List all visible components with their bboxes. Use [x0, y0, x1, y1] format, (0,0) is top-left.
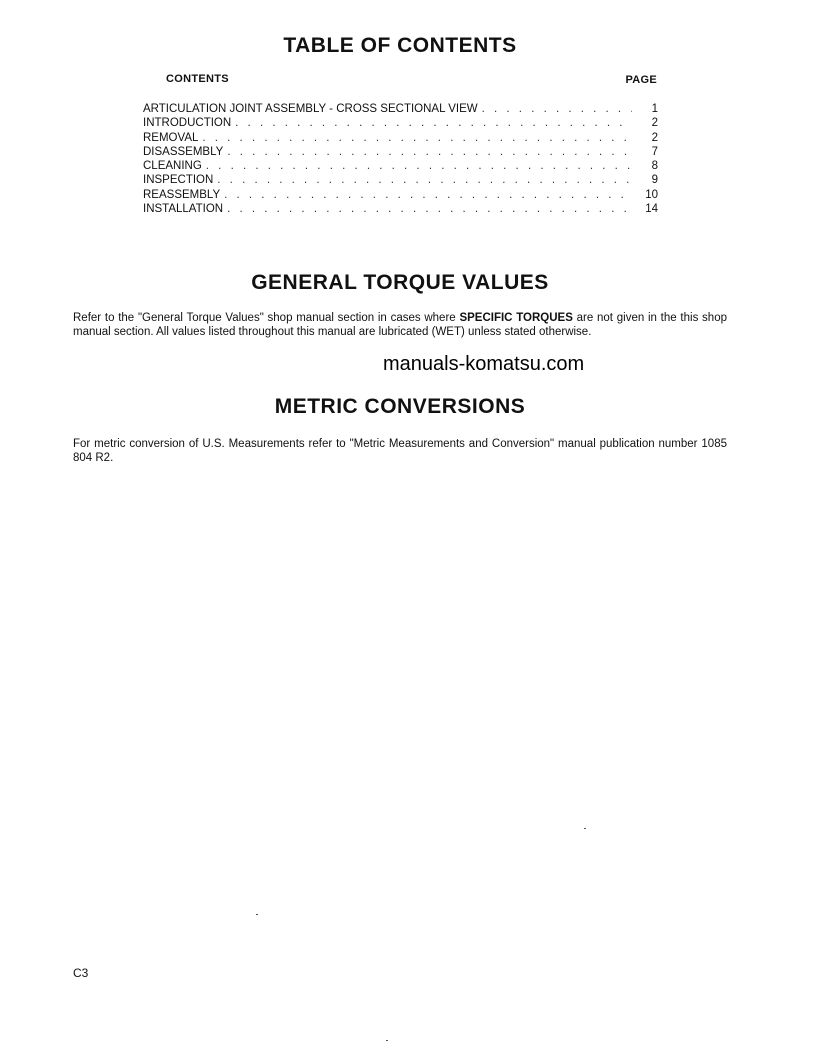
toc-leader-dots [235, 116, 632, 130]
toc-entry-label: DISASSEMBLY [143, 145, 224, 158]
toc-contents-header: CONTENTS [166, 73, 229, 85]
metric-paragraph: For metric conversion of U.S. Measurements refer to "Metric Measurements and Conversion" manual publication number 1085 804 R2. [73, 438, 727, 464]
toc-entry-label: CLEANING [143, 160, 202, 173]
toc-entry-page: 7 [651, 145, 658, 158]
torque-section-title: GENERAL TORQUE VALUES [251, 271, 549, 294]
toc-entry [143, 159, 658, 173]
toc-leader-dots [217, 173, 632, 187]
toc-entry-page: 8 [651, 160, 658, 173]
toc-entry-page: 9 [651, 174, 658, 187]
toc-entry [143, 145, 658, 159]
watermark-text: manuals-komatsu.com [383, 353, 585, 375]
toc-title: TABLE OF CONTENTS [283, 34, 517, 57]
toc-entry-label: REASSEMBLY [143, 188, 221, 201]
toc-entry [143, 188, 658, 202]
toc-entry [143, 173, 658, 187]
toc-leader-dots [224, 188, 632, 202]
toc-entry [143, 202, 658, 216]
scan-speck [584, 828, 586, 829]
torque-text-after: are not given in the this shop manual section. All values listed throughout this manual are lubricated (WET) unless stated otherwise. [73, 312, 727, 338]
toc-list [143, 102, 658, 216]
toc-entry-label: REMOVAL [143, 131, 199, 144]
torque-text-before: Refer to the "General Torque Values" shop manual section in cases where [73, 312, 460, 324]
toc-entry-page: 2 [651, 117, 658, 130]
toc-leader-dots [206, 159, 632, 173]
toc-entry-label: INSPECTION [143, 174, 214, 187]
specific-torques-emphasis: SPECIFIC TORQUES [459, 312, 573, 324]
toc-entry-page: 14 [645, 203, 658, 216]
toc-entry-label: ARTICULATION JOINT ASSEMBLY - CROSS SECTIONAL VIEW [143, 103, 478, 115]
toc-entry-page: 1 [651, 103, 658, 115]
page-code: C3 [73, 966, 89, 980]
toc-leader-dots [227, 202, 632, 216]
toc-entry-page: 2 [651, 131, 658, 144]
toc-entry [143, 131, 658, 145]
toc-entry-label: INSTALLATION [143, 203, 224, 216]
torque-paragraph [73, 311, 727, 339]
toc-entry [143, 116, 658, 130]
scan-speck [256, 914, 258, 915]
toc-leader-dots [227, 145, 632, 159]
metric-section-title: METRIC CONVERSIONS [274, 395, 526, 418]
toc-leader-dots [202, 131, 632, 145]
toc-entry-label: INTRODUCTION [143, 117, 232, 130]
toc-entry-page: 10 [645, 188, 658, 201]
toc-leader-dots [482, 102, 632, 116]
toc-entry [143, 102, 658, 116]
toc-page-header: PAGE [625, 74, 657, 86]
scan-speck [386, 1040, 388, 1041]
